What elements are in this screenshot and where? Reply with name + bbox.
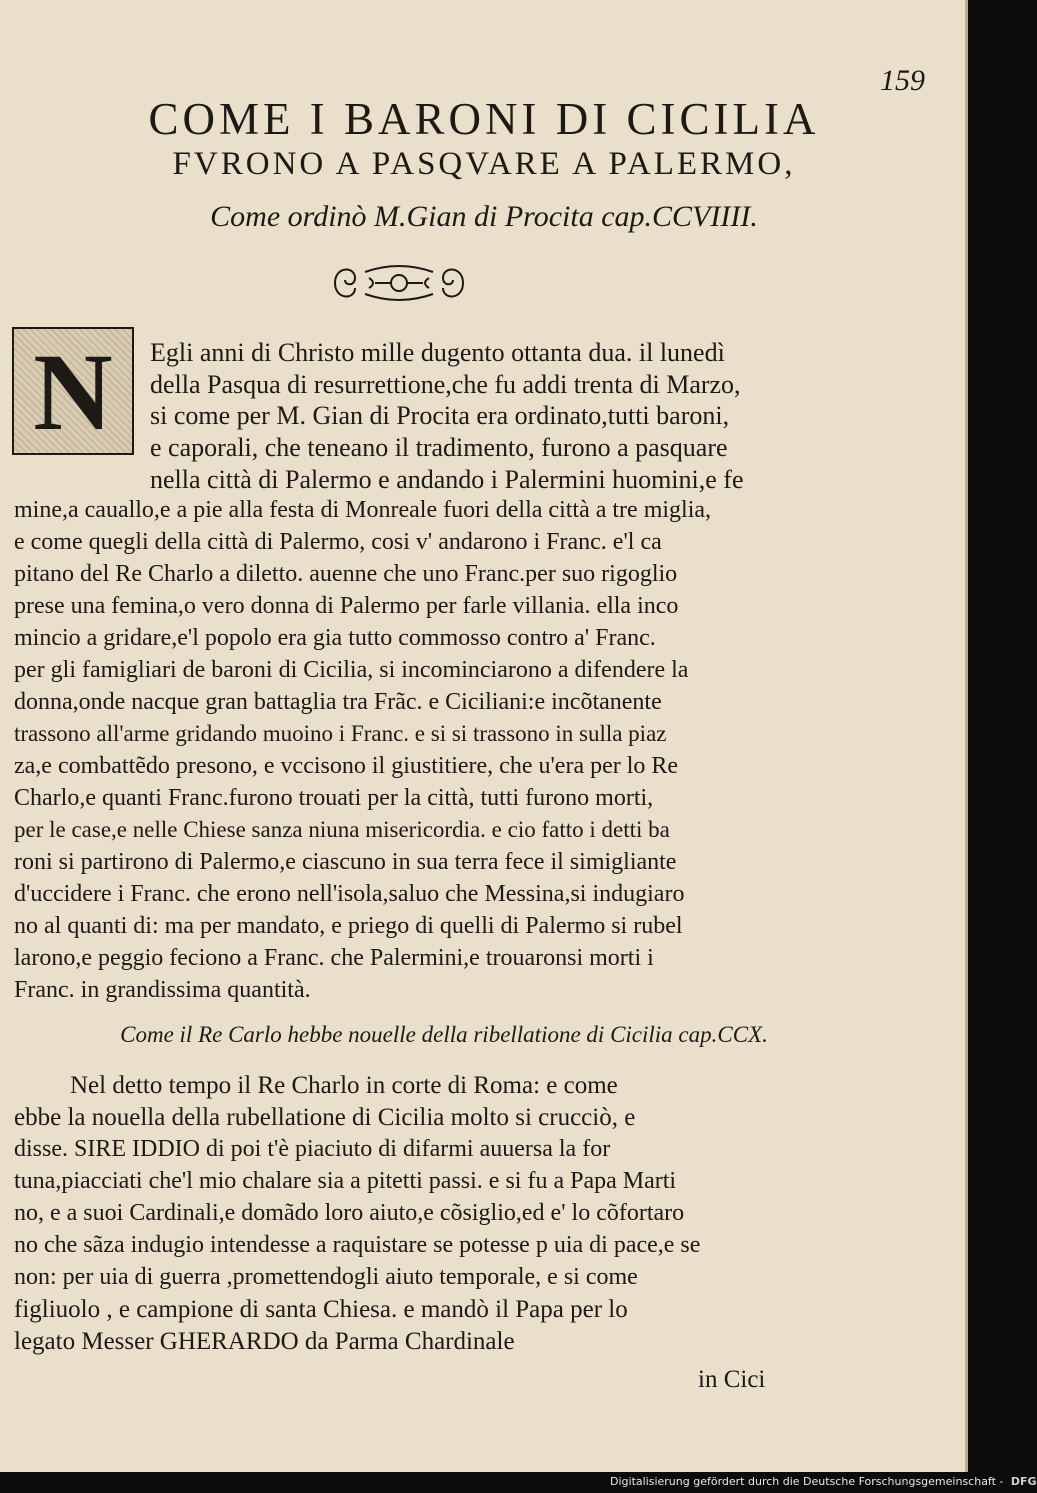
text-line: per le case,e nelle Chiese sanza niuna misericordia. e cio fatto i detti ba [14,817,670,842]
text-line: mine,a cauallo,e a pie alla festa di Monreale fuori della città a tre miglia, [14,497,712,523]
text-line: nella città di Palermo e andando i Palermini huomini,e fe [150,465,744,494]
show-through-text [480,68,486,94]
text-line: no che sãza indugio intendesse a raquistare se potesse p uia di pace,e se [14,1232,701,1258]
chapter-title-line2: FVRONO A PASQVARE A PALERMO, [172,146,796,182]
text-line: si come per M. Gian di Procita era ordinato,tutti baroni, [150,401,730,430]
text-line: figliuolo , e campione di santa Chiesa. e mandò il Papa per lo [14,1296,628,1323]
decorated-initial [12,327,134,455]
text-line: pitano del Re Charlo a diletto. auenne che uno Franc.per suo rigoglio [14,561,678,587]
text-line: mincio a gridare,e'l popolo era gia tutto commosso contro a' Franc. [14,625,656,651]
text-line: za,e combattẽdo presono, e vccisono il giustitiere, che u'era per lo Re [14,753,679,779]
text-line: prese una femina,o vero donna di Palermo per farle villania. ella inco [14,593,679,619]
initial-letter: N [33,331,113,453]
text-line: roni si partirono di Palermo,e ciascuno in sua terra fece il simigliante [14,849,677,875]
text-line: donna,onde nacque gran battaglia tra Frãc. e Ciciliani:e incõtanente [14,689,662,715]
chapter-title-line1: COME I BARONI DI CICILIA [148,94,820,144]
text-line: tuna,piacciati che'l mio chalare sia a pitetti passi. e si fu a Papa Marti [14,1168,677,1194]
ornament-icon [325,258,473,308]
text-line: Franc. in grandissima quantità. [14,977,311,1003]
text-line: no, e a suoi Cardinali,e domãdo loro aiuto,e cõsiglio,ed e' lo cõfortaro [14,1200,685,1226]
page-number: 159 [880,64,925,97]
text-line: disse. SIRE IDDIO di poi t'è piaciuto di difarmi auuersa la for [14,1136,611,1162]
catchword: in Cici [698,1366,766,1393]
text-line: Egli anni di Christo mille dugento ottanta dua. il lunedì [150,338,725,367]
chapter-subtitle: Come ordinò M.Gian di Procita cap.CCVIIII. [210,200,758,233]
footer-credit [610,1475,1037,1488]
dfg-logo-icon: DFG [1010,1475,1037,1488]
text-line: d'uccidere i Franc. che erono nell'isola,saluo che Messina,si indugiaro [14,881,685,907]
chapter-subtitle-2: Come il Re Carlo hebbe nouelle della ribellatione di Cicilia cap.CCX. [120,1022,768,1047]
text-line: Nel detto tempo il Re Charlo in corte di Roma: e come [70,1072,618,1099]
text-line: non: per uia di guerra ,promettendogli aiuto temporale, e si come [14,1264,638,1290]
text-line: della Pasqua di resurrettione,che fu addi trenta di Marzo, [150,370,741,399]
text-line: e come quegli della città di Palermo, cosi v' andarono i Franc. e'l ca [14,529,662,555]
text-line: Charlo,e quanti Franc.furono trouati per la città, tutti furono morti, [14,785,654,811]
text-line: legato Messer GHERARDO da Parma Chardinale [14,1328,515,1355]
text-line: larono,e peggio feciono a Franc. che Palermini,e trouaronsi morti i [14,945,654,971]
text-line: no al quanti di: ma per mandato, e priego di quelli di Palermo si rubel [14,913,683,939]
text-line: e caporali, che teneano il tradimento, furono a pasquare [150,433,728,462]
footer-credit-text: Digitalisierung gefördert durch die Deutsche Forschungsgemeinschaft - [610,1475,1004,1488]
text-line: ebbe la nouella della rubellatione di Cicilia molto si crucciò, e [14,1104,636,1131]
text-line: per gli famigliari de baroni di Cicilia, si incominciarono a difendere la [14,657,689,683]
text-line: trassono all'arme gridando muoino i Franc. e si si trassono in sulla piaz [14,721,667,746]
